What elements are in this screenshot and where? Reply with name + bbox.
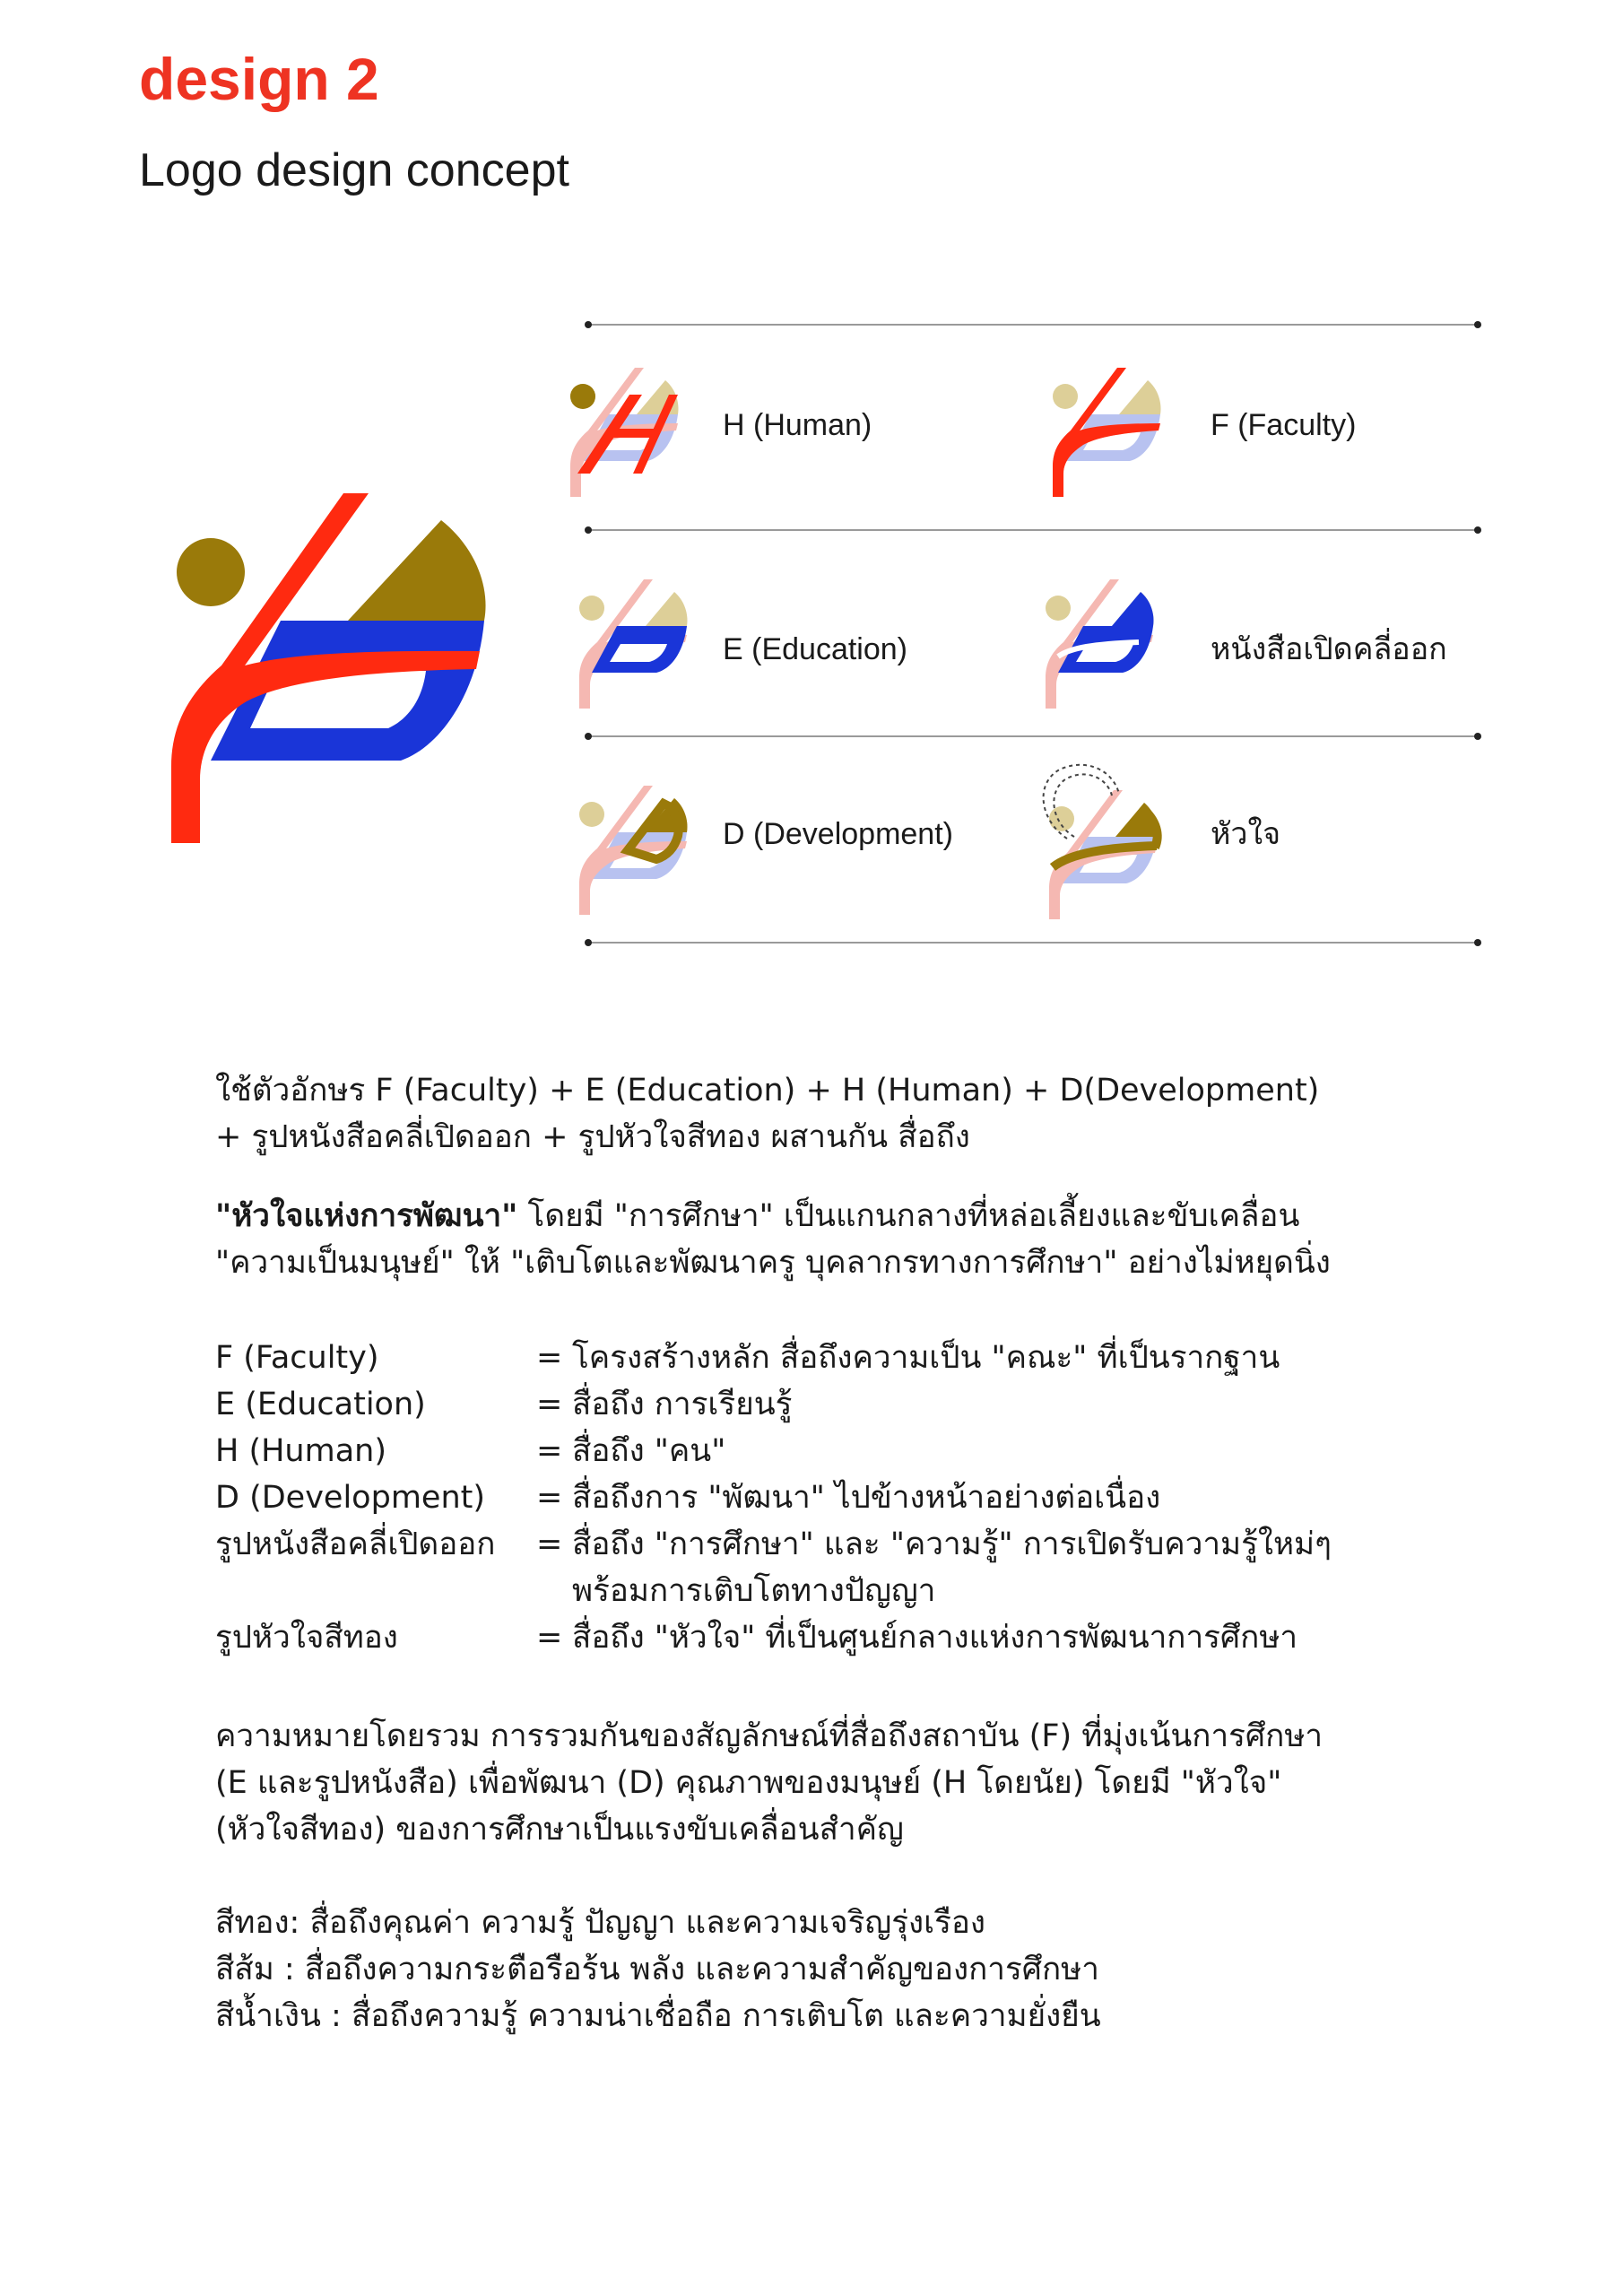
color-meaning-blue: สีน้ำเงิน : สื่อถึงความรู้ ความน่าเชื่อถือ การเติบโต และความยั่งยืน — [215, 1998, 1101, 2034]
divider-line — [588, 529, 1478, 531]
variant-development-logo — [574, 777, 708, 920]
logo-gold-heart — [348, 520, 486, 621]
intro-line: ใช้ตัวอักษร F (Faculty) + E (Education) + H (Human) + D(Development) — [215, 1073, 1320, 1109]
definition-equals: = — [536, 1340, 563, 1376]
concept-paragraph — [215, 1193, 1331, 1286]
definition-row — [215, 1335, 1332, 1381]
summary-line: ความหมายโดยรวม การรวมกันของสัญลักษณ์ที่สื่อถึงสถาบัน (F) ที่มุ่งเน้นการศึกษา — [215, 1718, 1324, 1754]
definition-term: D (Development) — [215, 1480, 486, 1516]
logo-gold-dot — [177, 538, 245, 606]
definition-equals: = — [536, 1620, 563, 1656]
variant-heart-logo — [1031, 758, 1184, 928]
concept-highlight: "หัวใจแห่งการพัฒนา" — [215, 1198, 518, 1234]
variant-label: E (Education) — [723, 632, 907, 666]
definition-row — [215, 1521, 1332, 1614]
definition-meaning: สื่อถึง "คน" — [572, 1433, 726, 1469]
definition-term: H (Human) — [215, 1433, 386, 1469]
variant-label: หนังสือเปิดคลี่ออก — [1211, 632, 1447, 666]
divider-line — [588, 735, 1478, 737]
definition-row — [215, 1428, 1332, 1474]
variant-book-logo — [1040, 570, 1175, 714]
definition-meaning-line: สื่อถึง "การศึกษา" และ "ความรู้" การเปิดรับความรู้ใหม่ๆ — [572, 1526, 1332, 1562]
divider-line — [588, 942, 1478, 944]
definition-equals: = — [536, 1480, 563, 1516]
divider-line — [588, 324, 1478, 326]
definition-equals: = — [536, 1526, 563, 1562]
definition-equals: = — [536, 1387, 563, 1422]
intro-line: + รูปหนังสือคลี่เปิดออก + รูปหัวใจสีทอง ผสานกัน สื่อถึง — [215, 1119, 970, 1155]
variant-label: D (Development) — [723, 817, 953, 851]
summary-paragraph — [215, 1713, 1323, 1853]
definition-term: รูปหัวใจสีทอง — [215, 1620, 398, 1656]
main-logo — [157, 466, 489, 852]
definition-meaning: สื่อถึงการ "พัฒนา" ไปข้างหน้าอย่างต่อเนื่อง — [572, 1480, 1161, 1516]
definition-row — [215, 1474, 1332, 1521]
page-subtitle: Logo design concept — [139, 144, 569, 196]
definition-term: รูปหนังสือคลี่เปิดออก — [215, 1526, 496, 1562]
definition-list — [215, 1335, 1332, 1661]
variant-faculty-logo — [1047, 359, 1182, 502]
color-meanings — [215, 1900, 1101, 2039]
definition-meaning — [572, 1521, 1332, 1614]
summary-line: (E และรูปหนังสือ) เพื่อพัฒนา (D) คุณภาพของมนุษย์ (H โดยนัย) โดยมี "หัวใจ" — [215, 1765, 1282, 1801]
page-title: design 2 — [139, 46, 379, 112]
color-meaning-gold: สีทอง: สื่อถึงคุณค่า ความรู้ ปัญญา และความเจริญรุ่งเรือง — [215, 1905, 986, 1941]
concept-line-rest: โดยมี "การศึกษา" เป็นแกนกลางที่หล่อเลี้ยงและขับเคลื่อน — [517, 1198, 1300, 1234]
definition-meaning: สื่อถึง "หัวใจ" ที่เป็นศูนย์กลางแห่งการพัฒนาการศึกษา — [572, 1620, 1298, 1656]
definition-meaning: สื่อถึง การเรียนรู้ — [572, 1387, 793, 1422]
variant-label: F (Faculty) — [1211, 408, 1357, 442]
variant-label: H (Human) — [723, 408, 872, 442]
color-meaning-orange: สีส้ม : สื่อถึงความกระตือรือร้น พลัง และความสำคัญของการศึกษา — [215, 1952, 1099, 1987]
variant-human-logo — [565, 359, 699, 502]
variant-label: หัวใจ — [1211, 817, 1281, 851]
definition-equals: = — [536, 1433, 563, 1469]
summary-line: (หัวใจสีทอง) ของการศึกษาเป็นแรงขับเคลื่อนสำคัญ — [215, 1812, 904, 1848]
definition-row — [215, 1614, 1332, 1661]
variant-education-logo — [574, 570, 708, 714]
definition-term: E (Education) — [215, 1387, 426, 1422]
concept-line — [215, 1193, 1331, 1239]
definition-row — [215, 1381, 1332, 1428]
definition-meaning: โครงสร้างหลัก สื่อถึงความเป็น "คณะ" ที่เป็นรากฐาน — [572, 1340, 1280, 1376]
concept-line: "ความเป็นมนุษย์" ให้ "เติบโตและพัฒนาครู บุคลากรทางการศึกษา" อย่างไม่หยุดนิ่ง — [215, 1245, 1331, 1281]
definition-term: F (Faculty) — [215, 1340, 379, 1376]
definition-meaning-continued: พร้อมการเติบโตทางปัญญา — [572, 1573, 936, 1609]
intro-paragraph — [215, 1067, 1319, 1161]
